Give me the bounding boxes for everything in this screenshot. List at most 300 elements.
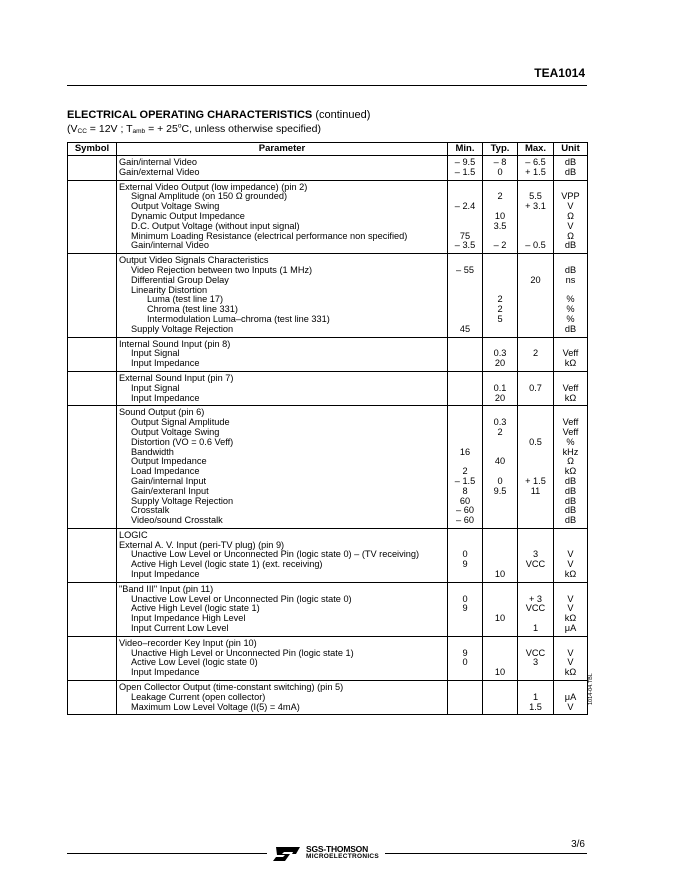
typ-value <box>485 531 515 541</box>
typ-value: 20 <box>494 358 506 369</box>
max-cell <box>518 156 554 181</box>
min-value <box>450 668 480 678</box>
typ-value <box>485 585 515 595</box>
min-value: – 55 <box>456 264 474 275</box>
parameter-label: Gain/internal Video <box>119 157 197 167</box>
min-value <box>450 286 480 296</box>
unit-value: dB <box>564 485 577 496</box>
unit-value: Ω <box>567 230 574 241</box>
min-value <box>450 693 480 703</box>
parameter-label: Supply Voltage Rejection <box>131 323 234 334</box>
unit-value: Veff <box>562 426 579 437</box>
unit-cell <box>554 156 588 181</box>
min-value <box>450 305 480 315</box>
parameter-cell <box>117 254 448 337</box>
parameter-label: Input Impedance <box>131 667 200 678</box>
parameter-label: Distortion (VO = 0.6 Veff) <box>131 436 234 447</box>
min-value <box>450 418 480 428</box>
logo-line1: SGS-THOMSON <box>306 844 369 854</box>
typ-value <box>485 703 515 713</box>
typ-cell <box>483 582 518 636</box>
min-value <box>450 703 480 713</box>
section-title-suffix: (continued) <box>312 109 371 121</box>
min-value: 45 <box>459 323 471 334</box>
typ-value: 10 <box>494 210 506 221</box>
max-value: 2 <box>532 348 539 359</box>
typ-value <box>485 693 515 703</box>
min-value: – 60 <box>456 505 474 516</box>
min-value <box>450 276 480 286</box>
typ-value <box>485 624 515 634</box>
parameter-label: Linearity Distortion <box>131 284 208 295</box>
typ-value: 0.3 <box>493 417 507 428</box>
header-symbol: Symbol <box>68 143 117 156</box>
parameter-label: Supply Voltage Rejection <box>131 495 234 506</box>
parameter-label: Sound Output (pin 6) <box>119 407 205 418</box>
max-value <box>520 497 551 507</box>
header-unit: Unit <box>554 143 588 156</box>
unit-value: V <box>567 701 574 712</box>
parameter-label: LOGIC <box>119 529 148 540</box>
min-value <box>450 374 480 384</box>
min-value: 8 <box>462 485 468 496</box>
parameter-label: Active Low Level (logic state 0) <box>131 657 258 668</box>
parameter-label: Gain/external Video <box>119 166 200 177</box>
characteristics-table <box>67 142 588 715</box>
parameter-label: Luma (test line 17) <box>147 294 224 305</box>
typ-value <box>485 516 515 526</box>
typ-value <box>485 506 515 516</box>
min-cell <box>448 582 483 636</box>
typ-value: 2 <box>497 304 503 315</box>
parameter-label: Dynamic Output Impedance <box>131 210 245 221</box>
typ-value <box>485 276 515 286</box>
max-value <box>520 418 551 428</box>
min-value: 0 <box>462 657 468 668</box>
max-value: 3 <box>532 549 539 560</box>
unit-value: Ω <box>567 210 574 221</box>
typ-value: 2 <box>497 426 503 437</box>
max-value: – 0.5 <box>525 240 546 251</box>
logo-line2: MICROELECTRONICS <box>306 853 380 860</box>
min-cell <box>448 156 483 181</box>
max-cell <box>518 254 554 337</box>
max-value: VCC <box>525 647 546 658</box>
symbol-cell <box>68 582 117 636</box>
max-value: 11 <box>530 485 541 496</box>
unit-value: V <box>567 201 574 212</box>
header-typ: Typ. <box>483 143 518 156</box>
min-value: 9 <box>462 603 468 614</box>
typ-cell <box>483 337 518 371</box>
table-row-group <box>68 681 588 715</box>
unit-value: kHz <box>562 446 579 457</box>
unit-value: kΩ <box>564 613 577 624</box>
unit-cell <box>554 337 588 371</box>
min-value: – 3.5 <box>454 240 476 251</box>
unit-value: % <box>566 313 575 324</box>
unit-value: VPP <box>561 191 580 202</box>
max-value <box>520 222 551 232</box>
max-cell <box>518 636 554 680</box>
unit-value: dB <box>564 475 577 486</box>
parameter-cell <box>117 636 448 680</box>
symbol-cell <box>68 180 117 254</box>
min-value <box>450 408 480 418</box>
min-value: – 60 <box>456 515 474 526</box>
symbol-cell <box>68 254 117 337</box>
max-cell <box>518 582 554 636</box>
footer-rule-left <box>67 853 267 854</box>
unit-value: μA <box>564 623 577 634</box>
parameter-cell <box>117 337 448 371</box>
parameter-cell <box>117 406 448 529</box>
max-value <box>520 256 551 266</box>
typ-value: 10 <box>494 613 506 624</box>
min-cell <box>448 180 483 254</box>
parameter-label: Gain/internal Video <box>131 240 209 251</box>
header-min: Min. <box>448 143 483 156</box>
table-row-group <box>68 582 588 636</box>
parameter-label: External Video Output (low impedance) (pin 2) <box>119 181 308 192</box>
min-value: 75 <box>459 230 471 241</box>
parameter-label: Input Impedance High Level <box>131 613 246 624</box>
table-header-row <box>68 143 588 156</box>
unit-value: V <box>567 657 574 668</box>
min-value <box>450 295 480 305</box>
symbol-cell <box>68 681 117 715</box>
parameter-label: Leakage Current (open collector) <box>131 691 266 702</box>
company-logo-text <box>306 845 379 861</box>
part-number: TEA1014 <box>534 66 585 80</box>
parameter-label: Chroma (test line 331) <box>147 304 238 315</box>
typ-value <box>485 595 515 605</box>
typ-value: – 2 <box>493 240 507 251</box>
unit-cell <box>554 681 588 715</box>
cond-tail: C, unless otherwise specified) <box>181 123 321 135</box>
min-value: – 9.5 <box>454 157 476 167</box>
unit-value: dB <box>564 495 577 506</box>
typ-value: 0.3 <box>493 348 507 359</box>
unit-value: dB <box>564 157 577 167</box>
min-value: 60 <box>459 495 471 506</box>
unit-value: Veff <box>562 348 579 359</box>
parameter-label: Unactive Low Level or Unconnected Pin (logic state 0) <box>131 593 352 604</box>
parameter-label: Load Impedance <box>131 466 200 477</box>
typ-cell <box>483 528 518 582</box>
min-value <box>450 570 480 580</box>
max-cell <box>518 180 554 254</box>
max-cell <box>518 528 554 582</box>
parameter-label: Intermodulation Luma–chroma (test line 331) <box>147 313 330 324</box>
cond-open: (V <box>67 123 78 135</box>
typ-value: 0 <box>497 166 503 177</box>
max-value <box>520 516 551 526</box>
header-max: Max. <box>518 143 554 156</box>
unit-value: Ω <box>567 456 574 467</box>
parameter-label: Bandwidth <box>131 446 174 457</box>
unit-value: % <box>566 436 575 447</box>
unit-value: V <box>567 603 574 614</box>
header-parameter: Parameter <box>117 143 448 156</box>
unit-cell <box>554 636 588 680</box>
symbol-cell <box>68 371 117 405</box>
min-value: 9 <box>462 647 468 658</box>
typ-cell <box>483 371 518 405</box>
parameter-label: External A. V. Input (peri-TV plug) (pin 9) <box>119 539 285 550</box>
typ-cell <box>483 254 518 337</box>
min-value <box>450 428 480 438</box>
typ-value <box>485 541 515 551</box>
typ-value <box>485 649 515 659</box>
header-rule <box>67 85 587 86</box>
typ-cell <box>483 156 518 181</box>
max-value <box>520 570 551 580</box>
max-cell <box>518 337 554 371</box>
max-value <box>520 286 551 296</box>
cond-mid: = 12V ; T <box>86 123 133 135</box>
parameter-cell <box>117 681 448 715</box>
parameter-label: Gain/internal Input <box>131 475 207 486</box>
parameter-label: Open Collector Output (time-constant switching) (pin 5) <box>119 682 344 693</box>
cond-deg-sup: o <box>177 122 182 130</box>
min-value: 0 <box>462 549 468 560</box>
max-value: – 6.5 <box>525 157 546 167</box>
parameter-label: Input Signal <box>131 348 180 359</box>
section-title-bold: ELECTRICAL OPERATING CHARACTERISTICS <box>67 109 313 121</box>
table-row-group <box>68 528 588 582</box>
typ-cell <box>483 180 518 254</box>
max-value <box>520 668 551 678</box>
min-cell <box>448 254 483 337</box>
unit-value: ns <box>565 274 576 285</box>
min-cell <box>448 528 483 582</box>
min-value <box>450 340 480 350</box>
typ-value <box>485 497 515 507</box>
min-value <box>450 394 480 404</box>
max-value: 0.7 <box>529 382 542 393</box>
symbol-cell <box>68 156 117 181</box>
typ-cell <box>483 681 518 715</box>
parameter-label: Minimum Loading Resistance (electrical performance non specified) <box>131 230 408 241</box>
typ-value <box>485 639 515 649</box>
min-value <box>450 212 480 222</box>
typ-value: – 8 <box>493 157 507 167</box>
typ-value: 2 <box>497 294 503 305</box>
table-body <box>68 156 588 715</box>
parameter-label: Video–recorder Key Input (pin 10) <box>119 637 257 648</box>
parameter-label: Crosstalk <box>131 505 170 516</box>
unit-value: Veff <box>562 417 579 428</box>
parameter-label: Input Current Low Level <box>131 623 229 634</box>
min-value: 0 <box>462 593 468 604</box>
parameter-label: Output Video Signals Characteristics <box>119 255 269 266</box>
unit-value: dB <box>564 166 577 177</box>
min-value: – 2.4 <box>454 201 476 212</box>
parameter-label: Output Voltage Swing <box>131 201 220 212</box>
symbol-cell <box>68 636 117 680</box>
max-value <box>520 448 551 458</box>
parameter-label: Input Impedance <box>131 569 200 580</box>
min-value: 2 <box>462 466 468 477</box>
table-row-group <box>68 156 588 181</box>
typ-value: 2 <box>497 191 503 202</box>
max-value: + 3 <box>528 593 543 604</box>
min-value <box>450 384 480 394</box>
min-value <box>450 349 480 359</box>
typ-value <box>485 550 515 560</box>
parameter-label: Output Signal Amplitude <box>131 417 230 428</box>
min-value: – 1.5 <box>454 475 476 486</box>
unit-value: V <box>567 647 574 658</box>
max-value <box>520 394 551 404</box>
min-cell <box>448 636 483 680</box>
parameter-label: Unactive High Level or Unconnected Pin (logic state 1) <box>131 647 354 658</box>
max-cell <box>518 406 554 529</box>
unit-cell <box>554 371 588 405</box>
unit-cell <box>554 254 588 337</box>
cond-temp: = + 25 <box>145 123 178 135</box>
min-cell <box>448 406 483 529</box>
parameter-label: Unactive Low Level or Unconnected Pin (logic state 0) – (TV receiving) <box>131 549 420 560</box>
max-value <box>520 212 551 222</box>
unit-value: kΩ <box>564 392 577 403</box>
unit-cell <box>554 406 588 529</box>
max-value: 20 <box>530 274 541 285</box>
unit-value <box>556 531 585 541</box>
parameter-label: Input Signal <box>131 382 180 393</box>
footer-rule-right <box>385 853 587 854</box>
max-value: VCC <box>525 603 546 614</box>
symbol-cell <box>68 406 117 529</box>
parameter-label: Gain/exteranl Input <box>131 485 209 496</box>
section-title <box>67 109 370 121</box>
typ-value: 10 <box>494 667 506 678</box>
typ-value: 0.1 <box>493 382 507 393</box>
unit-value: dB <box>564 515 577 526</box>
max-value <box>520 305 551 315</box>
parameter-cell <box>117 371 448 405</box>
min-cell <box>448 371 483 405</box>
min-value: 16 <box>459 446 471 457</box>
unit-value: % <box>566 304 575 315</box>
min-value <box>450 531 480 541</box>
parameter-label: Active High Level (logic state 1) <box>131 603 260 614</box>
typ-value <box>485 325 515 335</box>
unit-value: dB <box>564 264 577 275</box>
parameter-cell <box>117 582 448 636</box>
unit-value: V <box>567 220 574 231</box>
max-value: + 1.5 <box>525 166 546 177</box>
max-value <box>520 531 551 541</box>
typ-cell <box>483 636 518 680</box>
max-value <box>520 408 551 418</box>
unit-value: dB <box>564 323 577 334</box>
side-reference-code: 1014-04.TBL <box>588 673 594 705</box>
max-cell <box>518 681 554 715</box>
test-conditions <box>67 123 321 135</box>
typ-value <box>485 266 515 276</box>
table-row-group <box>68 337 588 371</box>
max-value: 1.5 <box>529 701 542 712</box>
unit-value: Veff <box>562 382 579 393</box>
unit-cell <box>554 180 588 254</box>
symbol-cell <box>68 528 117 582</box>
typ-value: 10 <box>494 569 506 580</box>
typ-value <box>485 683 515 693</box>
min-value <box>450 614 480 624</box>
symbol-cell <box>68 337 117 371</box>
min-cell <box>448 681 483 715</box>
cond-tamb-sub: amb <box>132 128 146 135</box>
parameter-label: "Band III" Input (pin 11) <box>119 583 214 594</box>
table-row-group <box>68 406 588 529</box>
min-value <box>450 683 480 693</box>
typ-value: 20 <box>494 392 506 403</box>
unit-value: kΩ <box>564 667 577 678</box>
table-row-group <box>68 254 588 337</box>
typ-value: 40 <box>494 456 506 467</box>
typ-value <box>485 438 515 448</box>
max-value: 3 <box>532 657 539 668</box>
max-value: VCC <box>525 559 546 570</box>
max-value <box>520 359 551 369</box>
typ-cell <box>483 406 518 529</box>
parameter-label: Differential Group Delay <box>131 274 229 285</box>
min-value <box>450 624 480 634</box>
parameter-cell <box>117 528 448 582</box>
typ-value: 3.5 <box>493 220 507 231</box>
min-value: 9 <box>462 559 468 570</box>
table-row-group <box>68 180 588 254</box>
max-value <box>520 295 551 305</box>
unit-cell <box>554 528 588 582</box>
min-value: – 1.5 <box>454 166 476 177</box>
page-number: 3/6 <box>571 839 585 850</box>
parameter-label: Video Rejection between two Inputs (1 MHz) <box>131 264 313 275</box>
parameter-label: Input Impedance <box>131 392 200 403</box>
cond-vcc-sub: CC <box>77 128 87 135</box>
unit-value: V <box>567 593 574 604</box>
parameter-label: Output Impedance <box>131 456 207 467</box>
table-row-group <box>68 636 588 680</box>
max-cell <box>518 371 554 405</box>
max-value <box>520 325 551 335</box>
max-value <box>520 457 551 467</box>
parameter-label: Input Impedance <box>131 358 200 369</box>
parameter-label: External Sound Input (pin 7) <box>119 372 234 383</box>
max-value: 5.5 <box>529 191 542 202</box>
parameter-cell <box>117 180 448 254</box>
unit-value: V <box>567 549 574 560</box>
max-value <box>520 315 551 325</box>
unit-value: kΩ <box>564 358 577 369</box>
max-value: 1 <box>532 691 539 702</box>
min-value <box>450 183 480 193</box>
typ-value <box>485 256 515 266</box>
unit-value: % <box>566 294 575 305</box>
max-value: + 3.1 <box>525 201 546 212</box>
parameter-label: Video/sound Crosstalk <box>131 515 223 526</box>
max-value <box>520 506 551 516</box>
unit-value: V <box>567 559 574 570</box>
max-value: 1 <box>532 623 539 634</box>
unit-value: kΩ <box>564 466 577 477</box>
unit-cell <box>554 582 588 636</box>
parameter-label: Signal Amplitude (on 150 Ω grounded) <box>131 191 288 202</box>
unit-value: dB <box>564 505 577 516</box>
typ-value: 5 <box>497 313 503 324</box>
